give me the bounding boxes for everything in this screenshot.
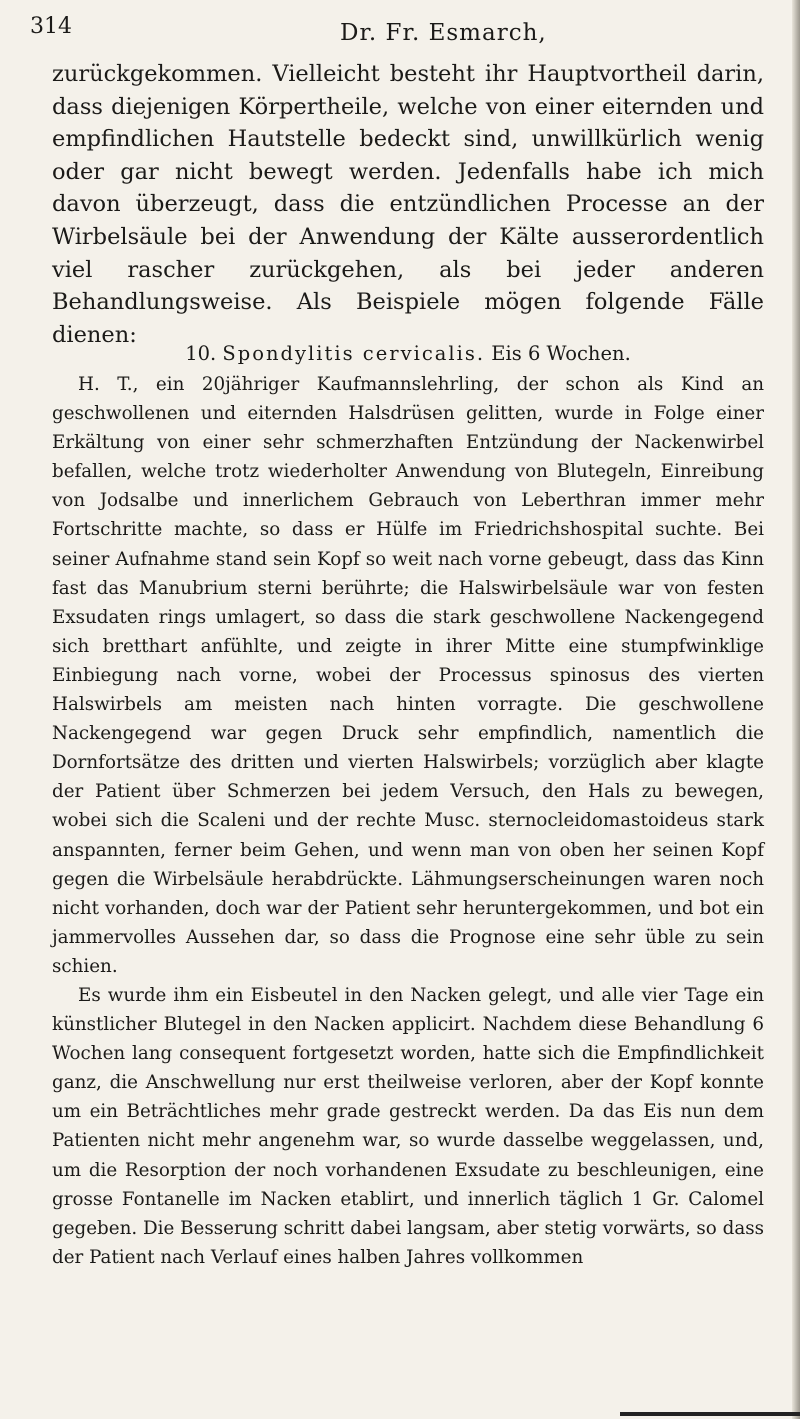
case-treatment: Eis 6 Wochen. bbox=[491, 342, 631, 365]
case-diagnosis: Spondylitis cervicalis. bbox=[222, 342, 486, 365]
case-paragraph-treatment: Es wurde ihm ein Eisbeutel in den Nacken gelegt, und alle vier Tage ein künstlicher Blutegel in den Nacken applicirt. Nachdem diese Behandlung 6 Wochen lang consequent fortgesetzt worden, hatte sich die Empfindlichkeit ganz, die Anschwellung nur erst theilweise verloren, aber der Kopf konnte um ein Beträchtliches mehr grade gestreckt werden. Da das Eis nun dem Patienten nicht mehr angenehm war, so wurde dasselbe weggelassen, und, um die Resorption der noch vorhandenen Exsudate zu beschleunigen, eine grosse Fontanelle im Nacken etablirt, und innerlich täglich 1 Gr. Calomel gegeben. Die Besserung schritt dabei langsam, aber stetig vorwärts, so dass der Patient nach Verlauf eines halben Jahres vollkommen bbox=[52, 984, 764, 1268]
case-body bbox=[52, 370, 764, 1272]
page-number: 314 bbox=[30, 14, 72, 39]
running-title: Dr. Fr. Esmarch, bbox=[340, 20, 547, 46]
page-edge-shadow bbox=[792, 0, 800, 1419]
intro-paragraph: zurückgekommen. Vielleicht besteht ihr Hauptvortheil darin, dass diejenigen Körpertheile, welche von einer eiternden und empfindlichen Hautstelle bedeckt sind, unwillkürlich wenig oder gar nicht bewegt werden. Jedenfalls habe ich mich davon überzeugt, dass die entzündlichen Processe an der Wirbelsäule bei der Anwendung der Kälte ausserordentlich viel rascher zurückgehen, als bei jeder anderen Behandlungsweise. Als Beispiele mögen folgende Fälle dienen: bbox=[52, 61, 764, 348]
intro-text bbox=[52, 58, 764, 351]
case-paragraph-history: H. T., ein 20jähriger Kaufmannslehrling, der schon als Kind an geschwollenen und eiternden Halsdrüsen gelitten, wurde in Folge einer Erkältung von einer sehr schmerzhaften Entzündung der Nackenwirbel befallen, welche trotz wiederholter Anwendung von Blutegeln, Einreibung von Jodsalbe und innerlichem Gebrauch von Leberthran immer mehr Fortschritte machte, so dass er Hülfe im Friedrichshospital suchte. Bei seiner Aufnahme stand sein Kopf so weit nach vorne gebeugt, dass das Kinn fast das Manubrium sterni berührte; die Halswirbelsäule war von festen Exsudaten rings umlagert, so dass die stark geschwollene Nackengegend sich bretthart anfühlte, und zeigte in ihrer Mitte eine stumpfwinklige Einbiegung nach vorne, wobei der Processus spinosus des vierten Halswirbels am meisten nach hinten vorragte. Die geschwollene Nackengegend war gegen Druck sehr empfindlich, namentlich die Dornfortsätze des dritten und vierten Halswirbels; vorzüglich aber klagte der Patient über Schmerzen bei jedem Versuch, den Hals zu bewegen, wobei sich die Scaleni und der rechte Musc. sternocleidomastoideus stark anspannten, ferner beim Gehen, und wenn man von oben her seinen Kopf gegen die Wirbelsäule herabdrückte. Lähmungserscheinungen waren noch nicht vorhanden, doch war der Patient sehr heruntergekommen, und bot ein jammervolles Aussehen dar, so dass die Prognose eine sehr üble zu sein schien. bbox=[52, 374, 764, 977]
page-header bbox=[30, 14, 770, 54]
case-heading bbox=[52, 342, 764, 365]
bottom-edge-rule bbox=[620, 1412, 800, 1416]
case-number: 10. bbox=[185, 342, 217, 365]
